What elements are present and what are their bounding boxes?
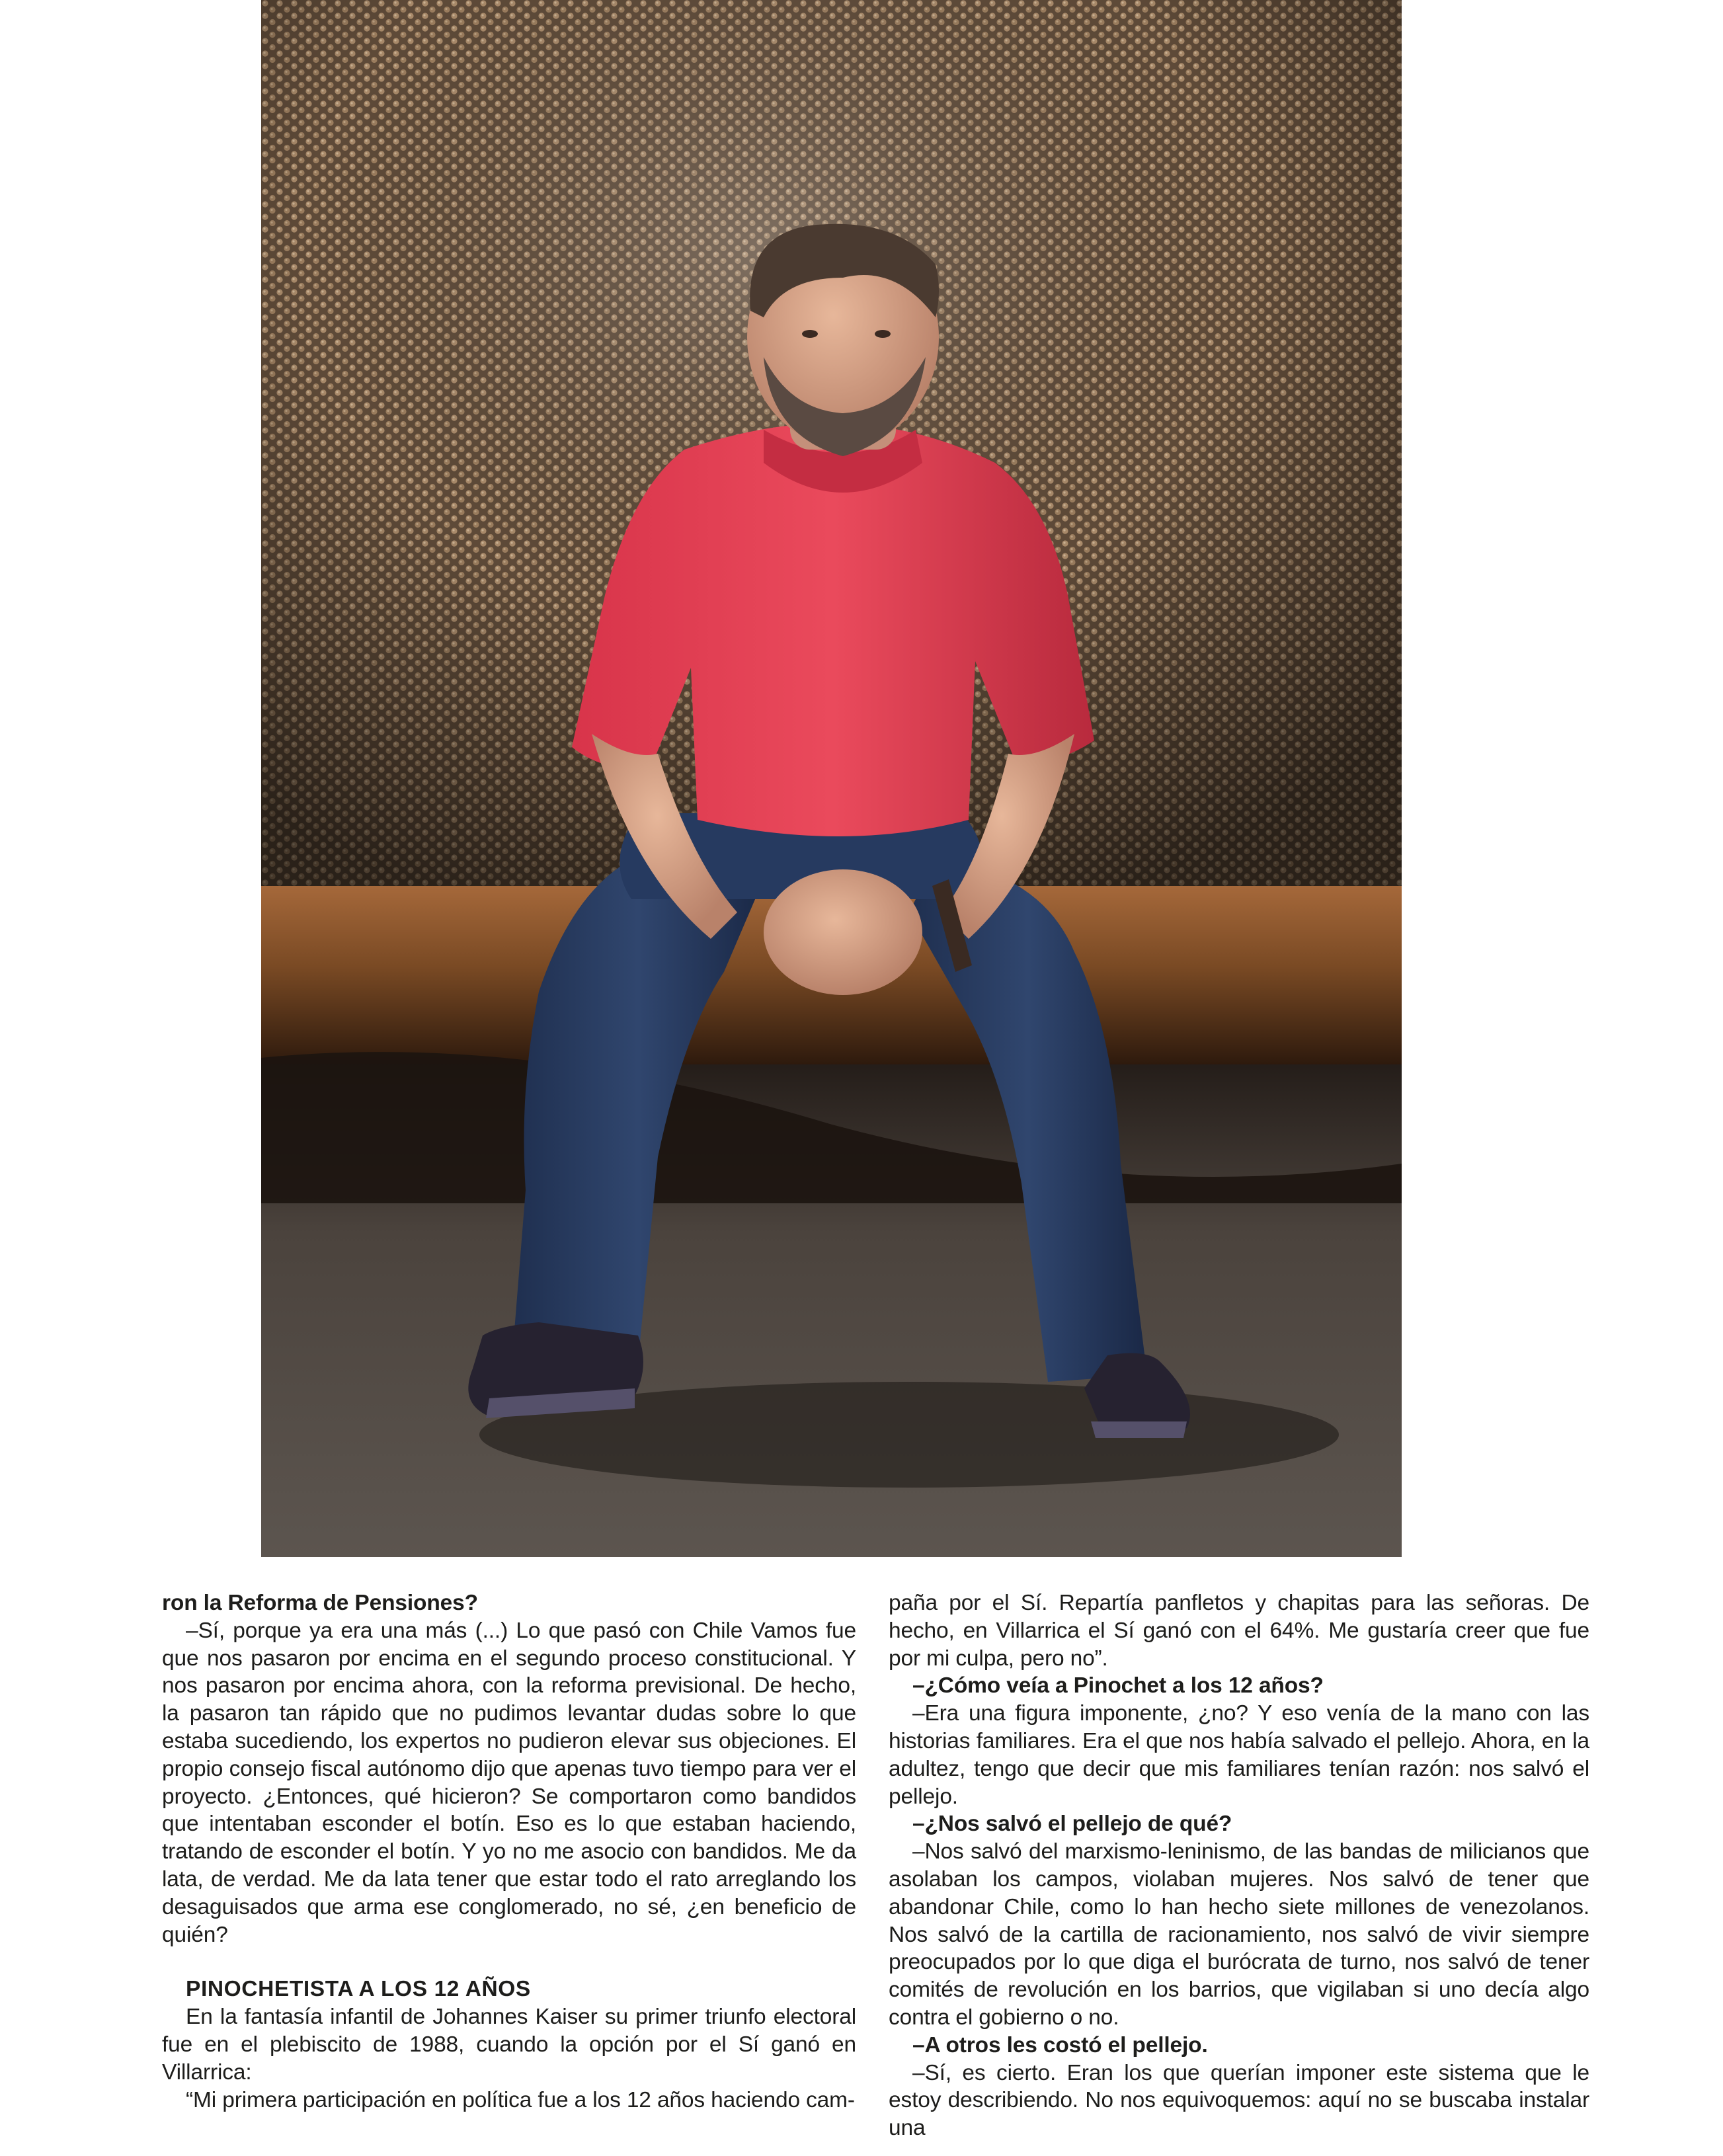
portrait-photo [261, 0, 1402, 1557]
interview-answer: –Nos salvó del marxismo-leninismo, de las bandas de milicianos que asolaban los campos, violaban mujeres. Nos salvó de tener que abandonar Chile, como lo han hecho siete millones de venezolanos. Nos salvó de la cartilla de racionamiento, nos salvó de vivir siempre preocupados por lo que diga el burócrata de turno, nos salvó de tener comités de revolución en los barrios, que vigilaban si uno decía algo contra el gobierno o no. [889, 1839, 1589, 2030]
interview-question: –A otros les costó el pellejo. [912, 2032, 1208, 2057]
interview-answer: –Era una figura imponente, ¿no? Y eso venía de la mano con las historias familiares. Era el que nos había salvado el pellejo. Ahora, en la adultez, tengo que decir que mis familiares tenían razón: nos salvó el pellejo. [889, 1701, 1589, 1809]
quote-continuation: paña por el Sí. Repartía panfletos y chapitas para las señoras. De hecho, en Villarrica el Sí ganó con el 64%. Me gustaría creer que fue por mi culpa, pero no”. [889, 1591, 1589, 1671]
article-column-left [162, 1589, 856, 2114]
article-column-right [889, 1589, 1589, 2142]
portrait-illustration [261, 0, 1402, 1557]
quote-paragraph: “Mi primera participación en política fue a los 12 años haciendo cam- [186, 2087, 855, 2112]
interview-question: –¿Cómo veía a Pinochet a los 12 años? [912, 1673, 1324, 1698]
answer-paragraph: –Sí, porque ya era una más (...) Lo que pasó con Chile Vamos fue que nos pasaron por encima en el segundo proceso constitucional. Y nos pasaron por encima ahora, con la reforma previsional. De hecho, la pasaron tan rápido que no pudimos levantar dudas sobre lo que estaba sucediendo, los expertos no pudieron elevar sus objeciones. El propio consejo fiscal autónomo dijo que apenas tuvo tiempo para ver el proyecto. ¿Entonces, qué hicieron? Se comportaron como bandidos que intentaban esconder el botín. Eso es lo que estaban haciendo, tratando de esconder el botín. Y yo no me asocio con bandidos. Me da lata, de verdad. Me da lata tener que estar todo el rato arreglando los desaguisados que arma ese conglomerado, no sé, ¿en beneficio de quién? [162, 1618, 856, 1947]
body-paragraph: En la fantasía infantil de Johannes Kaiser su primer triunfo electoral fue en el plebiscito de 1988, cuando la opción por el Sí ganó en Villarrica: [162, 2005, 856, 2085]
interview-answer: –Sí, es cierto. Eran los que querían imponer este sistema que le estoy describiendo. No nos equivoquemos: aquí no se buscaba instalar una [889, 2060, 1589, 2141]
interview-question: –¿Nos salvó el pellejo de qué? [912, 1812, 1232, 1837]
question-continuation: ron la Reforma de Pensiones? [162, 1591, 478, 1615]
section-subheading: PINOCHETISTA A LOS 12 AÑOS [186, 1977, 531, 2002]
